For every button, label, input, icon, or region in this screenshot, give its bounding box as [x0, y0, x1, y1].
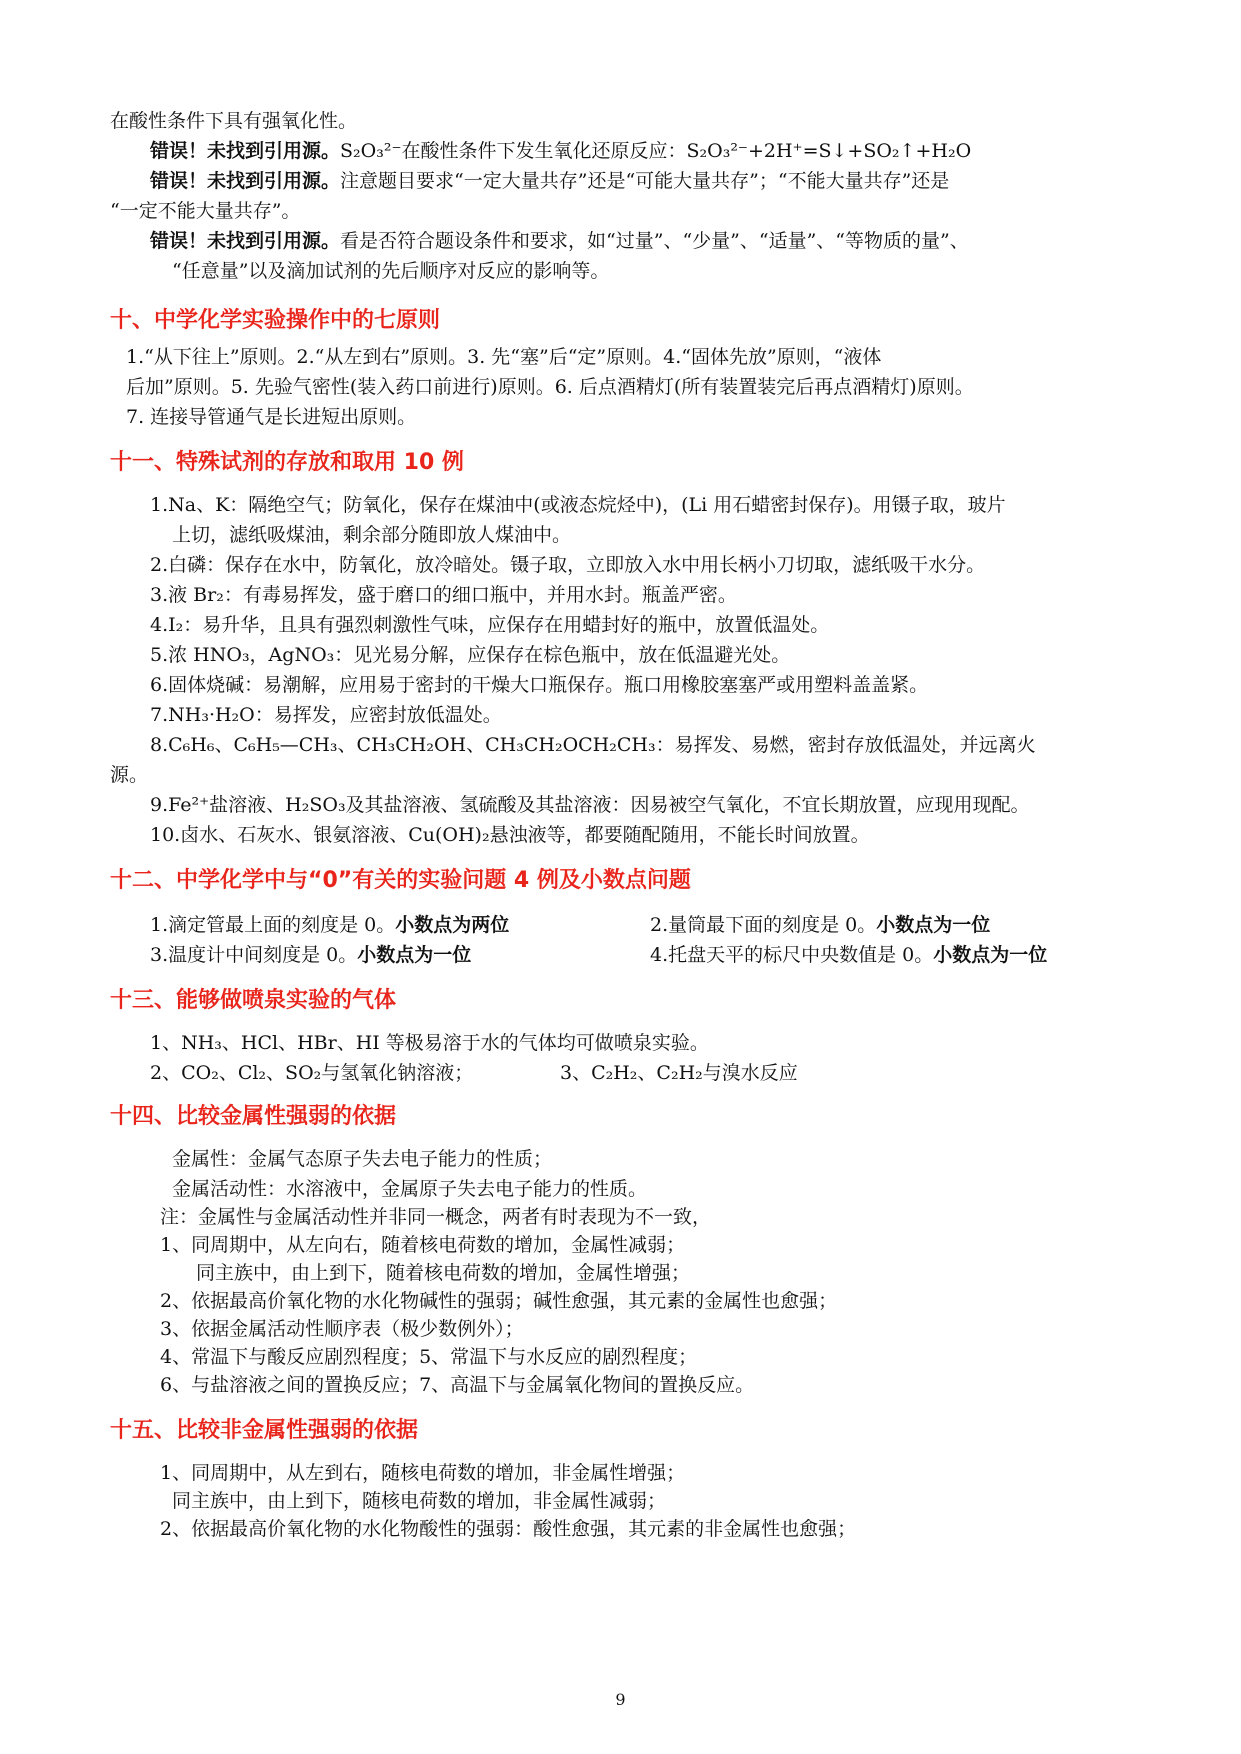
- list-item: 2、依据最高价氧化物的水化物碱性的强弱；碱性愈强，其元素的金属性也愈强；: [160, 1290, 838, 1312]
- list-item: [650, 942, 1047, 968]
- page-number: 9: [615, 1690, 626, 1709]
- paragraph-line: 金属性：金属气态原子失去电子能力的性质；: [172, 1148, 553, 1170]
- item-emphasis: 小数点为一位: [933, 944, 1048, 966]
- paragraph-line: 后加”原则。5. 先验气密性(装入药口前进行)原则。6. 后点酒精灯(所有装置装完后再点酒精灯)原则。: [126, 376, 974, 398]
- section-heading: 十二、中学化学中与“0”有关的实验问题 4 例及小数点问题: [110, 868, 691, 893]
- list-item: 3.液 Br₂：有毒易挥发，盛于磨口的细口瓶中，并用水封。瓶盖严密。: [150, 584, 737, 606]
- list-item: 1、同周期中，从左向右，随着核电荷数的增加，金属性减弱；: [160, 1234, 686, 1256]
- list-item: 源。: [110, 764, 149, 786]
- list-item: 9.Fe²⁺盐溶液、H₂SO₃及其盐溶液、氢硫酸及其盐溶液：因易被空气氧化，不宜长期放置，应现用现配。: [150, 794, 1030, 816]
- reference-error: 错误！未找到引用源。: [150, 140, 341, 162]
- paragraph-line: 金属活动性：水溶液中，金属原子失去电子能力的性质。: [172, 1178, 648, 1200]
- list-item: [150, 942, 471, 968]
- list-item: 8.C₆H₆、C₆H₅—CH₃、CH₃CH₂OH、CH₃CH₂OCH₂CH₃：易挥发、易燃，密封存放低温处，并远离火: [150, 734, 1036, 756]
- list-item: [650, 912, 990, 938]
- reference-error: 错误！未找到引用源。: [150, 230, 341, 252]
- paragraph-line: [150, 168, 949, 194]
- list-item: 6.固体烧碱：易潮解，应用易于密封的干燥大口瓶保存。瓶口用橡胶塞塞严或用塑料盖盖紧。: [150, 674, 929, 696]
- list-item: 4.I₂：易升华，且具有强烈刺激性气味，应保存在用蜡封好的瓶中，放置低温处。: [150, 614, 830, 636]
- list-item: 10.卤水、石灰水、银氨溶液、Cu(OH)₂悬浊液等，都要随配随用，不能长时间放置。: [150, 824, 870, 846]
- list-item: 同主族中，由上到下，随着核电荷数的增加，金属性增强；: [196, 1262, 691, 1284]
- paragraph-text: 注意题目要求“一定大量共存”还是“可能大量共存”；“不能大量共存”还是: [340, 170, 950, 192]
- list-item: 5.浓 HNO₃，AgNO₃：见光易分解，应保存在棕色瓶中，放在低温避光处。: [150, 644, 791, 666]
- paragraph-line: “一定不能大量共存”。: [110, 200, 301, 222]
- paragraph-line: 注：金属性与金属活动性并非同一概念，两者有时表现为不一致，: [160, 1206, 712, 1228]
- list-item: 4、常温下与酸反应剧烈程度；5、常温下与水反应的剧烈程度；: [160, 1346, 698, 1368]
- list-item: 3、依据金属活动性顺序表（极少数例外）；: [160, 1318, 524, 1340]
- paragraph-line: 7. 连接导管通气是长进短出原则。: [126, 406, 417, 428]
- section-heading: 十五、比较非金属性强弱的依据: [110, 1418, 419, 1443]
- paragraph-line: [150, 228, 969, 254]
- item-text: 1.滴定管最上面的刻度是 0。: [150, 914, 396, 936]
- section-heading: 十一、特殊试剂的存放和取用 10 例: [110, 450, 464, 475]
- item-text: 3.温度计中间刻度是 0。: [150, 944, 358, 966]
- list-item: 7.NH₃·H₂O：易挥发，应密封放低温处。: [150, 704, 502, 726]
- list-item: 1.Na、K：隔绝空气；防氧化，保存在煤油中(或液态烷烃中)，(Li 用石蜡密封保存)。用镊子取，玻片: [150, 494, 1006, 516]
- item-emphasis: 小数点为一位: [876, 914, 991, 936]
- item-emphasis: 小数点为一位: [357, 944, 472, 966]
- list-item: 同主族中，由上到下，随核电荷数的增加，非金属性减弱；: [172, 1490, 667, 1512]
- reaction-text: S₂O₃²⁻在酸性条件下发生氧化还原反应：S₂O₃²⁻+2H⁺=S↓+SO₂↑+H₂O: [340, 140, 972, 162]
- item-text: 4.托盘天平的标尺中央数值是 0。: [650, 944, 934, 966]
- item-text: 2.量筒最下面的刻度是 0。: [650, 914, 877, 936]
- list-item: 6、与盐溶液之间的置换反应；7、高温下与金属氧化物间的置换反应。: [160, 1374, 755, 1396]
- paragraph-line: “任意量”以及滴加试剂的先后顺序对反应的影响等。: [172, 260, 610, 282]
- paragraph-text: 看是否符合题设条件和要求，如“过量”、“少量”、“适量”、“等物质的量”、: [340, 230, 969, 252]
- item-emphasis: 小数点为两位: [395, 914, 510, 936]
- list-item: 2、依据最高价氧化物的水化物酸性的强弱：酸性愈强，其元素的非金属性也愈强；: [160, 1518, 857, 1540]
- list-item: 2.白磷：保存在水中，防氧化，放冷暗处。镊子取，立即放入水中用长柄小刀切取，滤纸吸干水分。: [150, 554, 986, 576]
- reference-error: 错误！未找到引用源。: [150, 170, 341, 192]
- list-item: 1、NH₃、HCl、HBr、HI 等极易溶于水的气体均可做喷泉实验。: [150, 1032, 709, 1054]
- list-item: 上切，滤纸吸煤油，剩余部分随即放人煤油中。: [172, 524, 572, 546]
- paragraph-line: 在酸性条件下具有强氧化性。: [110, 110, 358, 132]
- section-heading: 十四、比较金属性强弱的依据: [110, 1104, 397, 1129]
- list-item: 3、C₂H₂、C₂H₂与溴水反应: [560, 1062, 798, 1084]
- section-heading: 十三、能够做喷泉实验的气体: [110, 988, 397, 1013]
- list-item: [150, 912, 509, 938]
- section-heading: 十、中学化学实验操作中的七原则: [110, 308, 441, 333]
- list-item: 1、同周期中，从左到右，随核电荷数的增加，非金属性增强；: [160, 1462, 686, 1484]
- list-item: 2、CO₂、Cl₂、SO₂与氢氧化钠溶液；: [150, 1062, 474, 1084]
- paragraph-line: [150, 138, 971, 164]
- paragraph-line: 1.“从下往上”原则。2.“从左到右”原则。3. 先“塞”后“定”原则。4.“固体先放”原则，“液体: [126, 346, 882, 368]
